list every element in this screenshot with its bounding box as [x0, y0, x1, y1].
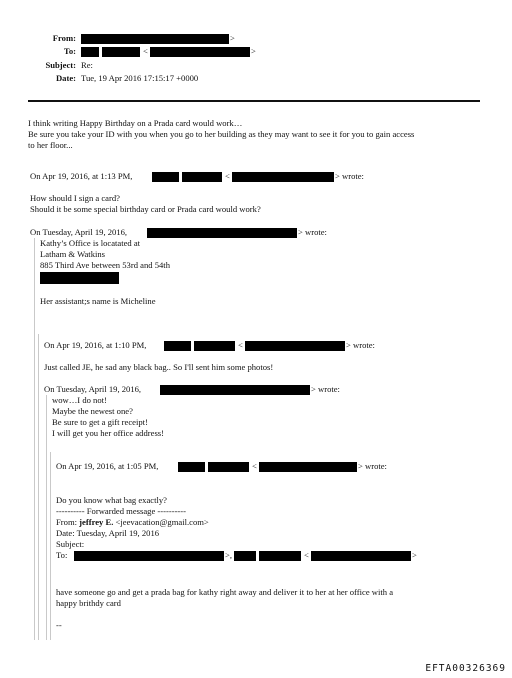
- q5-to: To:: [56, 550, 68, 560]
- document-id: EFTA00326369: [425, 663, 506, 674]
- body-line-3: to her floor...: [28, 140, 73, 150]
- quote-bar-level-4: [46, 395, 47, 640]
- q1-attribution: On Apr 19, 2016, at 1:13 PM,: [30, 171, 133, 181]
- redaction-from: [81, 34, 229, 44]
- q5-to-lt: <: [304, 550, 309, 560]
- q5-from-line: [56, 517, 209, 528]
- q3-line-1: Just called JE, he sad any black bag.. So I'll sent him some photos!: [44, 362, 274, 372]
- subject-value: Re:: [81, 60, 93, 70]
- redaction-to-2: [102, 47, 140, 57]
- q1-wrote: > wrote:: [335, 171, 364, 181]
- redaction-to-1: [81, 47, 99, 57]
- q5-attribution: On Apr 19, 2016, at 1:05 PM,: [56, 461, 159, 471]
- q2-wrote: > wrote:: [298, 227, 327, 237]
- q1-lt: <: [225, 171, 230, 181]
- q1-redaction-3: [232, 172, 334, 182]
- from-label: From:: [52, 33, 76, 43]
- q3-attribution: On Apr 19, 2016, at 1:10 PM,: [44, 340, 147, 350]
- q5-lt: <: [252, 461, 257, 471]
- q3-redaction-1: [164, 341, 191, 351]
- q4-line-2: Maybe the newest one?: [52, 406, 133, 416]
- q5-from-name: jeffrey E.: [79, 517, 114, 527]
- q3-redaction-2: [194, 341, 235, 351]
- q1-redaction-1: [152, 172, 179, 182]
- q4-line-3: Be sure to get a gift receipt!: [52, 417, 148, 427]
- q5-redaction-1: [178, 462, 205, 472]
- redaction-to-3: [150, 47, 250, 57]
- q5-from-email: <jeevacation@gmail.com>: [115, 517, 209, 527]
- q2-redaction: [147, 228, 297, 238]
- q4-attribution: On Tuesday, April 19, 2016,: [44, 384, 142, 394]
- q5-body-2: happy brithdy card: [56, 598, 121, 608]
- quote-bar-level-2: [34, 238, 35, 640]
- q2-line-1: Kathy’s Office is locatated at: [40, 238, 141, 248]
- q5-body-1: have someone go and get a prada bag for kathy right away and deliver it to her at her office with a: [56, 587, 394, 597]
- q5-to-redaction-4: [311, 551, 411, 561]
- q1-redaction-2: [182, 172, 222, 182]
- q1-line-1: How should I sign a card?: [30, 193, 120, 203]
- q5-signature: --: [56, 620, 62, 630]
- q2-line-4: Her assistant;s name is Micheline: [40, 296, 156, 306]
- q5-line-1: Do you know what bag exactly?: [56, 495, 167, 505]
- body-line-2: Be sure you take your ID with you when you go to her building as they may want to see it for you to gain access: [28, 129, 415, 139]
- q5-from-label: From:: [56, 517, 78, 527]
- q5-redaction-3: [259, 462, 357, 472]
- quote-bar-level-5: [50, 452, 51, 640]
- q1-line-2: Should it be some special birthday card or Prada card would work?: [30, 204, 261, 214]
- q2-attribution: On Tuesday, April 19, 2016,: [30, 227, 128, 237]
- q5-to-redaction-3: [259, 551, 301, 561]
- date-value: Tue, 19 Apr 2016 17:15:17 +0000: [81, 73, 199, 83]
- q4-redaction: [160, 385, 310, 395]
- q3-lt: <: [238, 340, 243, 350]
- q2-redaction-block: [40, 272, 119, 284]
- body-line-1: I think writing Happy Birthday on a Prada card would work…: [28, 118, 243, 128]
- q5-date: Date: Tuesday, April 19, 2016: [56, 528, 160, 538]
- q4-wrote: > wrote:: [311, 384, 340, 394]
- q5-to-gt-comma: >,: [225, 550, 232, 560]
- q5-forwarded: ---------- Forwarded message ----------: [56, 506, 187, 516]
- q3-redaction-3: [245, 341, 345, 351]
- q2-line-3: 885 Third Ave between 53rd and 54th: [40, 260, 170, 270]
- header-divider: [28, 100, 480, 102]
- q4-line-1: wow…I do not!: [52, 395, 107, 405]
- to-lt: <: [143, 46, 148, 56]
- q5-wrote: > wrote:: [358, 461, 387, 471]
- from-gt: >: [230, 33, 235, 43]
- quote-bar-level-3: [38, 334, 39, 640]
- q2-line-2: Latham & Watkins: [40, 249, 106, 259]
- subject-label: Subject:: [45, 60, 76, 70]
- q4-line-4: I will get you her office address!: [52, 428, 164, 438]
- q3-wrote: > wrote:: [346, 340, 375, 350]
- q5-to-gt: >: [412, 550, 417, 560]
- q5-subject: Subject:: [56, 539, 85, 549]
- q5-to-redaction-1: [74, 551, 224, 561]
- q5-redaction-2: [208, 462, 249, 472]
- q5-to-redaction-2: [234, 551, 256, 561]
- to-label: To:: [63, 46, 76, 56]
- to-gt: >: [251, 46, 256, 56]
- date-label: Date:: [55, 73, 76, 83]
